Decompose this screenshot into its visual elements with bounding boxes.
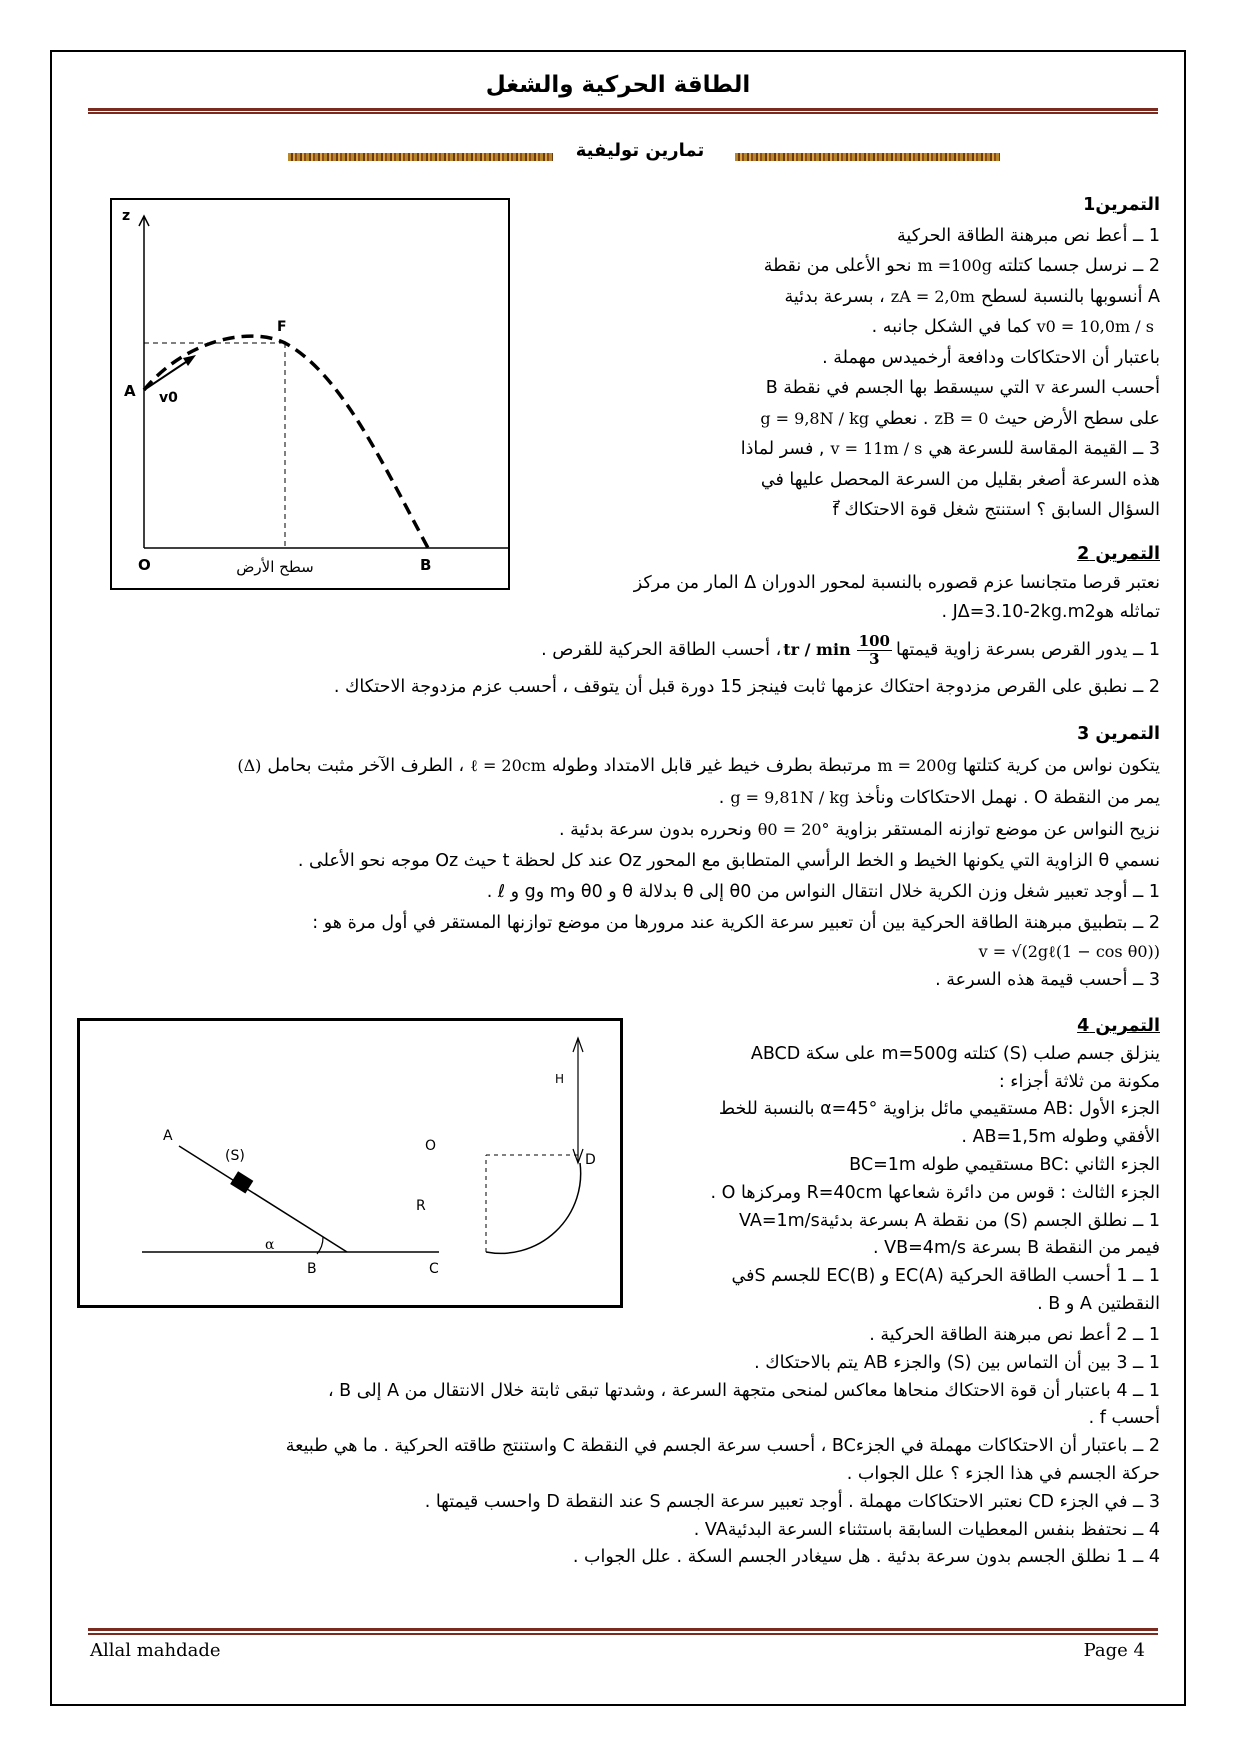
subtitle-ornament-left: [288, 153, 553, 161]
ex4-question-3: 1 ــ 4 باعتبار أن قوة الاحتكاك منحاها معاكس لمنحى متجهة السرعة ، وشدتها تبقى ثابتة خلال الانتقال من A إلى B ،: [327, 1380, 1160, 1401]
ex1-line-5: باعتبار أن الاحتكاكات ودافعة أرخميدس مهملة .: [822, 347, 1160, 368]
ex2-line-2: تماثله هوJΔ=3.10-2kg.m2 .: [941, 602, 1160, 622]
ex4-line-2: مكونة من ثلاثة أجزاء :: [998, 1071, 1160, 1092]
figure-track: [77, 1018, 623, 1308]
ex3-formula-row: [100, 939, 1160, 965]
point-b-label: B: [307, 1261, 317, 1277]
angular-speed-fraction: $\frac{100}{3}$: [858, 631, 890, 668]
ex4-question-8: 4 ــ نحتفظ بنفس المعطيات السابقة باستثناء السرعة البدئيةVA .: [693, 1519, 1160, 1540]
ground-label: سطح الأرض: [236, 558, 314, 576]
exercise-4-questions: [100, 1322, 1160, 1572]
footer-author: Allal mahdade: [90, 1640, 221, 1661]
exercise-1-heading: التمرين1: [1083, 195, 1160, 215]
ex4-line-9: 1 ــ 1 أحسب الطاقة الحركية EC(A) و EC(B) للجسم Sفي: [731, 1266, 1160, 1287]
ex1-line-7: على سطح الأرض حيثzB = 0. نعطيg = 9,8N / kg: [760, 408, 1160, 429]
exercise-3-heading: التمرين 3: [1077, 724, 1160, 744]
ex1-line-10: السؤال السابق ؟ استنتج شغل قوة الاحتكاكf⃗: [832, 500, 1160, 520]
point-c-label: C: [429, 1261, 439, 1277]
ex2-line-3: 1 ــ يدور القرص بسرعة زاوية قيمتها $\frac{100}{3}$ tr / min، أحسب الطاقة الحركية للقرص .: [541, 631, 1160, 668]
ex4-question-9: 4 ــ 1 نطلق الجسم بدون سرعة بدئية . هل سيغادر الجسم السكة . علل الجواب .: [572, 1547, 1160, 1568]
ex3-line-4: نسمي θ الزاوية التي يكونها الخيط و الخط الرأسي المتطابق مع المحور Oz عند كل لحظة t حيث Oz موجه نحو الأعلى .: [297, 851, 1160, 871]
ex3-line-6: 2 ــ بتطبيق مبرهنة الطاقة الحركية بين أن تعبير سرعة الكرية عند مرورها من موضع توازنها المستقر في أول مرة هو :: [312, 913, 1160, 933]
z-label: z: [122, 208, 131, 224]
ex1-line-4: v0 = 10,0m / sكما في الشكل جانبه .: [871, 317, 1154, 337]
point-b-label: B: [420, 556, 432, 574]
height-h-label: H: [555, 1072, 565, 1086]
ex4-line-5: الجزء الثاني :BC مستقيمي طوله BC=1m: [849, 1154, 1160, 1175]
section-subtitle: تمارين توليفية: [575, 140, 705, 161]
exercise-4: [640, 1013, 1160, 1319]
ex4-line-7: 1 ــ نطلق الجسم (S) من نقطة A بسرعة بدئيةVA=1m/s: [739, 1210, 1160, 1231]
exercise-2: [110, 540, 1160, 702]
ex4-line-8: فيمر من النقطة B بسرعة VB=4m/s .: [873, 1238, 1160, 1259]
ex4-line-4: الأفقي وطوله AB=1,5m .: [961, 1127, 1160, 1148]
ex4-question-5: 2 ــ باعتبار أن الاحتكاكات مهملة في الجزءBC ، أحسب سرعة الجسم في النقطة C واستنتج طاقته الحركية . ما هي طبيعة: [285, 1436, 1160, 1457]
exercise-2-heading: التمرين 2: [1077, 544, 1160, 564]
origin-label: O: [138, 556, 151, 574]
ex4-line-1: ينزلق جسم صلب (S) كتلته m=500g على سكة ABCD: [750, 1043, 1160, 1064]
subtitle-ornament-right: [735, 153, 1000, 161]
point-d-label: D: [585, 1152, 596, 1168]
ex1-line-9: هذه السرعة أصغر بقليل من السرعة المحصل عليها في: [760, 469, 1160, 490]
ex4-line-10: النقطتين A و B .: [1037, 1293, 1160, 1314]
ex4-question-2: 1 ــ 3 بين أن التماس بين (S) والجزء AB يتم بالاحتكاك .: [754, 1352, 1160, 1373]
ex1-line-6: أحسب السرعةvالتي سيسقط بها الجسم في نقطة B: [765, 378, 1160, 398]
footer-rule-thin: [88, 1633, 1158, 1635]
ex1-line-3: A أنسوبها بالنسبة لسطحzA = 2,0m، بسرعة بدئية: [784, 286, 1160, 307]
ex2-line-1: نعتبر قرصا متجانسا عزم قصوره بالنسبة لمحور الدوران Δ المار من مركز: [633, 573, 1160, 593]
ex2-line-4: 2 ــ نطبق على القرص مزدوجة احتكاك عزمها ثابت فينجز 15 دورة قبل أن يتوقف ، أحسب عزم مزدوجة الاحتكاك .: [333, 677, 1160, 697]
exercise-4-heading: التمرين 4: [1077, 1016, 1160, 1036]
ex4-line-6: الجزء الثالث : قوس من دائرة شعاعها R=40cm ومركزها O .: [710, 1182, 1160, 1203]
ex4-question-4: أحسب f .: [1088, 1408, 1160, 1429]
solid-s-label: (S): [225, 1148, 245, 1164]
ex4-question-6: حركة الجسم في هذا الجزء ؟ علل الجواب .: [846, 1463, 1160, 1484]
ex1-line-1: 1 ــ أعط نص مبرهنة الطاقة الحركية: [897, 225, 1160, 246]
ex4-line-3: الجزء الأول :AB مستقيمي مائل بزاوية α=45° بالنسبة للخط: [718, 1099, 1160, 1120]
figure-border: [79, 1020, 622, 1307]
ex1-line-8: 3 ــ القيمة المقاسة للسرعة هيv = 11m / s, فسر لماذا: [740, 439, 1160, 459]
exercise-3: [100, 719, 1160, 996]
ex4-question-7: 3 ــ في الجزء CD نعتبر الاحتكاكات مهملة . أوجد تعبير سرعة الجسم S عند النقطة D واحسب قيمتها .: [424, 1491, 1160, 1512]
point-f-label: F: [277, 319, 287, 335]
ex3-line-3: نزيح النواس عن موضع توازنه المستقر بزاويةθ0 = 20°ونحرره بدون سرعة بدئية .: [558, 820, 1160, 840]
figure-projectile: [110, 198, 510, 590]
ex3-line-5: 1 ــ أوجد تعبير شغل وزن الكرية خلال انتقال النواس من θ0 إلى θ بدلالة θ و θ0 وm وg و ℓ .: [486, 882, 1160, 902]
title-rule-thin: [88, 112, 1158, 114]
ex3-line-2: يمر من النقطة O . نهمل الاحتكاكات ونأخذg = 9,81N / kg.: [718, 788, 1160, 808]
page-title: الطاقة الحركية والشغل: [485, 72, 751, 98]
exercise-1: [530, 190, 1160, 526]
v0-label: v0: [159, 390, 178, 406]
title-rule: [88, 108, 1158, 111]
ex3-line-1: يتكون نواس من كرية كتلتهاm = 200gمرتبطة بطرف خيط غير قابل الامتداد وطولهℓ = 20cm، الطرف الآخر مثبت بحامل(Δ): [237, 756, 1160, 776]
alpha-label: α: [265, 1237, 275, 1253]
ex3-line-7: 3 ــ أحسب قيمة هذه السرعة .: [935, 970, 1160, 990]
radius-label: R: [416, 1198, 426, 1214]
ex1-line-2: 2 ــ نرسل جسما كتلتهm =100gنحو الأعلى من نقطة: [763, 256, 1160, 276]
footer-rule: [88, 1628, 1158, 1631]
point-a-label: A: [163, 1128, 173, 1144]
footer-page-number: Page 4: [1083, 1640, 1145, 1661]
center-o-label: O: [425, 1138, 437, 1154]
ex3-formula: v = √(2gℓ(1 − cos θ0)): [978, 942, 1160, 961]
ex4-question-1: 1 ــ 2 أعط نص مبرهنة الطاقة الحركية .: [869, 1325, 1160, 1345]
point-a-label: A: [124, 382, 136, 400]
